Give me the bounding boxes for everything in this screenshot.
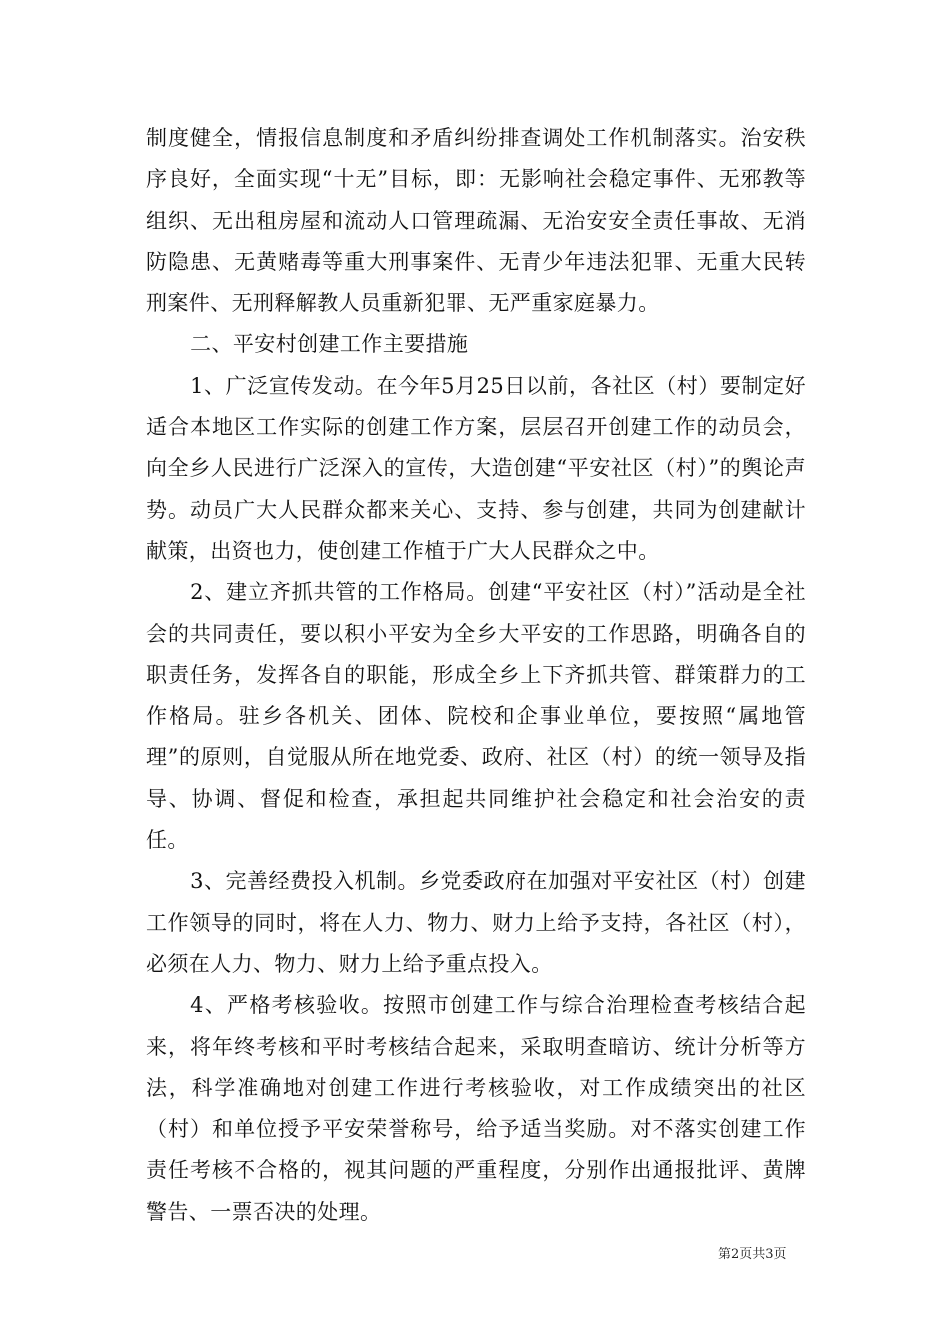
paragraph-measure-1: 1、广泛宣传发动。在今年5月25日以前，各社区（村）要制定好适合本地区工作实际的创建工作方案，层层召开创建工作的动员会，向全乡人民进行广泛深入的宣传，大造创建“平安社区（村）”的舆论声势。动员广大人民群众都来关心、支持、参与创建，共同为创建献计献策，出资也力，使创建工作植于广大人民群众之中。 xyxy=(146,373,806,563)
paragraph-measure-2: 2、建立齐抓共管的工作格局。创建“平安社区（村）”活动是全社会的共同责任，要以积小平安为全乡大平安的工作思路，明确各自的职责任务，发挥各自的职能，形成全乡上下齐抓共管、群策群力的工作格局。驻乡各机关、团体、院校和企事业单位，要按照“属地管理”的原则，自觉服从所在地党委、政府、社区（村）的统一领导及指导、协调、督促和检查，承担起共同维护社会稳定和社会治安的责任。 xyxy=(146,580,806,853)
section-heading-measures: 二、平安村创建工作主要措施 xyxy=(190,332,469,357)
paragraph-measure-4: 4、严格考核验收。按照市创建工作与综合治理检查考核结合起来，将年终考核和平时考核结合起来，采取明查暗访、统计分析等方法，科学准确地对创建工作进行考核验收，对工作成绩突出的社区（村）和单位授予平安荣誉称号，给予适当奖励。对不落实创建工作责任考核不合格的，视其问题的严重程度，分别作出通报批评、黄牌警告、一票否决的处理。 xyxy=(146,993,806,1224)
page-number-footer: 第2页共3页 xyxy=(718,1247,787,1262)
paragraph-measure-3: 3、完善经费投入机制。乡党委政府在加强对平安社区（村）创建工作领导的同时，将在人力、物力、财力上给予支持，各社区（村），必须在人力、物力、财力上给予重点投入。 xyxy=(146,869,806,976)
document-body xyxy=(146,118,806,1233)
paragraph-public-order: 制度健全，情报信息制度和矛盾纠纷排查调处工作机制落实。治安秩序良好，全面实现“十无”目标，即：无影响社会稳定事件、无邪教等组织、无出租房屋和流动人口管理疏漏、无治安安全责任事故、无消防隐患、无黄赌毒等重大刑事案件、无青少年违法犯罪、无重大民转刑案件、无刑释解教人员重新犯罪、无严重家庭暴力。 xyxy=(146,126,806,316)
